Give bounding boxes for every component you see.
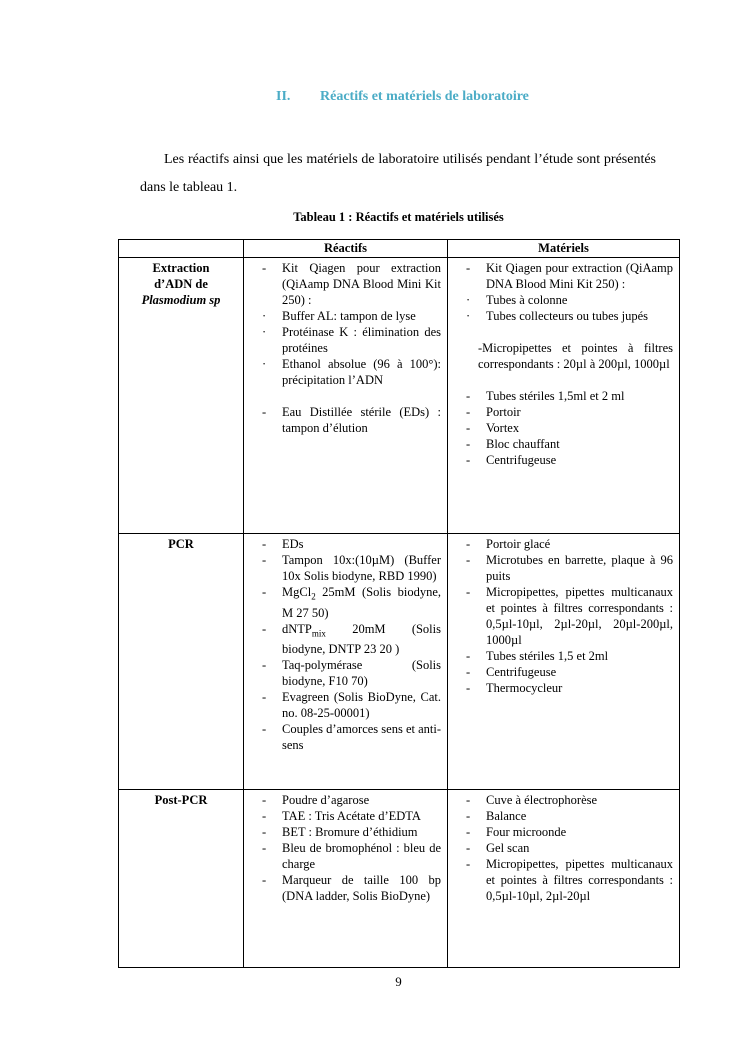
- item-text: Bleu de bromophénol : bleu de charge: [282, 841, 441, 871]
- bullet: ·: [466, 293, 471, 307]
- list-item: [244, 621, 441, 658]
- list-item: [448, 648, 673, 664]
- bullet: -: [466, 585, 471, 599]
- list-item: [244, 308, 441, 324]
- bullet: -: [466, 437, 471, 451]
- list-item: [448, 308, 673, 324]
- item-text: Portoir glacé: [486, 537, 551, 551]
- bullet: -: [466, 405, 471, 419]
- item-text: Ethanol absolue (96 à 100°): précipitation l’ADN: [282, 357, 441, 387]
- item-text: Eau Distillée stérile (EDs) : tampon d’élution: [282, 405, 441, 435]
- item-text: MgCl$_2$ 25mM (Solis biodyne, M 27 50): [282, 585, 441, 620]
- row-label-post-pcr: Post-PCR: [119, 790, 244, 968]
- list-item: [244, 404, 441, 436]
- item-text: Couples d’amorces sens et anti-sens: [282, 722, 441, 752]
- bullet: -: [466, 857, 471, 871]
- bullet: -: [262, 658, 267, 672]
- item-text: Kit Qiagen pour extraction (QiAamp DNA Blood Mini Kit 250) :: [282, 261, 441, 307]
- list-item: [448, 840, 673, 856]
- item-text: Tubes stériles 1,5ml et 2 ml: [486, 389, 625, 403]
- list-item: [448, 536, 673, 552]
- list-item: [448, 808, 673, 824]
- item-text: Taq-polymérase (Solis biodyne, F10 70): [282, 658, 441, 688]
- cell-materiels-extraction: [448, 258, 680, 534]
- item-text: Centrifugeuse: [486, 665, 557, 679]
- list-item: [244, 840, 441, 872]
- item-text: Centrifugeuse: [486, 453, 557, 467]
- list-item: [244, 689, 441, 721]
- bullet: ·: [262, 325, 267, 339]
- header-reactifs: Réactifs: [244, 240, 448, 258]
- bullet: ·: [262, 357, 267, 371]
- item-text: Microtubes en barrette, plaque à 96 puits: [486, 553, 673, 583]
- section-heading: [276, 89, 529, 105]
- bullet: -: [262, 722, 267, 736]
- section-number: II.: [276, 89, 291, 104]
- row-label-line: Extraction: [152, 261, 210, 275]
- cell-reactifs-pcr: [244, 534, 448, 790]
- list-item: [244, 872, 441, 904]
- table-row-post-pcr: [119, 790, 680, 968]
- bullet: -: [466, 261, 471, 275]
- item-text: Four microonde: [486, 825, 567, 839]
- item-text: Buffer AL: tampon de lyse: [282, 309, 416, 323]
- bullet: -: [262, 621, 267, 636]
- cell-reactifs-post-pcr: [244, 790, 448, 968]
- bullet: -: [466, 453, 471, 467]
- list-item: [244, 536, 441, 552]
- list-item: [448, 292, 673, 308]
- cell-materiels-pcr: [448, 534, 680, 790]
- list-item: [448, 436, 673, 452]
- list-item: [448, 792, 673, 808]
- reagents-materials-table: [118, 239, 680, 968]
- bullet: -: [262, 261, 267, 275]
- item-text: Bloc chauffant: [486, 437, 560, 451]
- bullet: -: [466, 681, 471, 695]
- list-item: [448, 584, 673, 648]
- list-item: [244, 356, 441, 388]
- bullet: -: [466, 665, 471, 679]
- bullet: -: [262, 553, 267, 567]
- item-text: Marqueur de taille 100 bp (DNA ladder, Solis BioDyne): [282, 873, 441, 903]
- list-item: [448, 420, 673, 436]
- table-caption: Tableau 1 : Réactifs et matériels utilisés: [293, 210, 504, 224]
- list-item: [448, 388, 673, 404]
- bullet: -: [262, 825, 267, 839]
- item-text: Poudre d’agarose: [282, 793, 370, 807]
- item-text: Protéinase K : élimination des protéines: [282, 325, 441, 355]
- list-item: [244, 584, 441, 621]
- list-item: -Micropipettes et pointes à filtres correspondants : 20µl à 200µl, 1000µl: [478, 341, 673, 371]
- bullet: -: [262, 585, 267, 599]
- intro-text: Les réactifs ainsi que les matériels de laboratoire utilisés pendant l’étude sont présentés dans le tableau 1.: [140, 152, 656, 195]
- list-item: [448, 404, 673, 420]
- header-materiels: Matériels: [448, 240, 680, 258]
- bullet: -: [262, 793, 267, 807]
- list-item: [448, 680, 673, 696]
- item-text: Gel scan: [486, 841, 530, 855]
- bullet: -: [262, 873, 267, 887]
- item-text: EDs: [282, 537, 304, 551]
- bullet: ·: [466, 309, 471, 323]
- item-text: Kit Qiagen pour extraction (QiAamp DNA Blood Mini Kit 250) :: [486, 261, 673, 291]
- intro-paragraph: [140, 146, 656, 202]
- bullet: ·: [262, 309, 267, 323]
- row-label-extraction: [119, 258, 244, 534]
- item-text: Tubes à colonne: [486, 293, 568, 307]
- row-label-pcr: PCR: [119, 534, 244, 790]
- list-item: [448, 664, 673, 680]
- item-text: Tubes stériles 1,5 et 2ml: [486, 649, 609, 663]
- list-item: [244, 808, 441, 824]
- bullet: -: [466, 537, 471, 551]
- table-row-pcr: [119, 534, 680, 790]
- item-text: Tubes collecteurs ou tubes jupés: [486, 309, 649, 323]
- bullet: -: [466, 553, 471, 567]
- page-number: 9: [395, 974, 402, 989]
- list-item: [244, 792, 441, 808]
- list-item: [244, 824, 441, 840]
- bullet: -: [466, 793, 471, 807]
- item-text: Balance: [486, 809, 527, 823]
- item-text: Micropipettes, pipettes multicanaux et pointes à filtres correspondants : 0,5µl-10µl, 2µl-20µl: [486, 857, 673, 903]
- list-item: [244, 260, 441, 308]
- item-text: Thermocycleur: [486, 681, 563, 695]
- bullet: -: [466, 389, 471, 403]
- table-header-row: [119, 240, 680, 258]
- bullet: -: [262, 405, 267, 419]
- bullet: -: [262, 690, 267, 704]
- cell-reactifs-extraction: [244, 258, 448, 534]
- list-item: [448, 824, 673, 840]
- item-text: dNTP$_{mix}$ 20mM (Solis biodyne, DNTP 23 20 ): [282, 621, 441, 656]
- bullet: -: [466, 649, 471, 663]
- item-text: Evagreen (Solis BioDyne, Cat. no. 08-25-00001): [282, 690, 441, 720]
- section-title: Réactifs et matériels de laboratoire: [320, 89, 529, 104]
- list-item: [244, 657, 441, 689]
- list-item: [448, 452, 673, 468]
- item-text: TAE : Tris Acétate d’EDTA: [282, 809, 421, 823]
- item-text: Portoir: [486, 405, 521, 419]
- bullet: -: [466, 809, 471, 823]
- list-item: [448, 856, 673, 904]
- list-item: [448, 260, 673, 292]
- bullet: -: [466, 841, 471, 855]
- item-text: Cuve à électrophorèse: [486, 793, 598, 807]
- item-text: Micropipettes, pipettes multicanaux et pointes à filtres correspondants : 0,5µl-10µl, 2µl-20µl, 20µl-200µl, 1000µl: [486, 585, 673, 647]
- row-label-line: d’ADN de: [154, 277, 208, 291]
- bullet: -: [466, 421, 471, 435]
- table-row-extraction: [119, 258, 680, 534]
- cell-materiels-post-pcr: [448, 790, 680, 968]
- bullet: -: [262, 537, 267, 551]
- bullet: -: [466, 825, 471, 839]
- list-item: [448, 552, 673, 584]
- bullet: -: [262, 809, 267, 823]
- list-item: [244, 721, 441, 753]
- item-text: Tampon 10x:(10µM) (Buffer 10x Solis biodyne, RBD 1990): [282, 553, 441, 583]
- header-empty: [119, 240, 244, 258]
- list-item: [244, 552, 441, 584]
- row-label-species: Plasmodium sp: [141, 293, 221, 307]
- bullet: -: [262, 841, 267, 855]
- list-item: [244, 324, 441, 356]
- item-text: BET : Bromure d’éthidium: [282, 825, 418, 839]
- item-text: Vortex: [486, 421, 520, 435]
